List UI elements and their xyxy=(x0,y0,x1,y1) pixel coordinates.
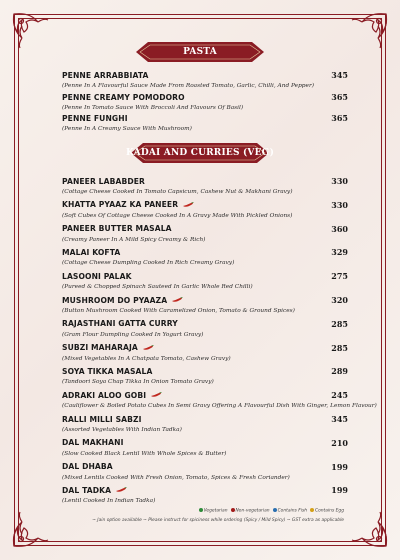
item-description: (Mixed Lentils Cooked With Fresh Onion, Tomato, Spices & Fresh Coriander) xyxy=(62,474,290,481)
section-banner-pasta xyxy=(136,40,264,64)
item-name-row xyxy=(62,414,342,424)
menu-item xyxy=(62,295,348,314)
item-name: SUBZI MAHARAJA xyxy=(62,343,138,353)
item-name-row xyxy=(62,247,342,257)
item-price: 285 xyxy=(331,342,348,353)
item-name-row xyxy=(62,343,342,353)
item-name-row xyxy=(62,176,342,186)
item-name: PENNE ARRABBIATA xyxy=(62,70,149,80)
legend-fish: Contains Fish xyxy=(277,508,308,514)
item-name-row xyxy=(62,319,342,329)
item-description: (Penne In A Flavourful Sauce Made From Roasted Tomato, Garlic, Chilli, And Pepper) xyxy=(62,83,314,89)
corner-ornament-icon xyxy=(8,506,54,552)
item-price: 345 xyxy=(331,70,348,80)
menu-item xyxy=(62,437,348,457)
menu-item xyxy=(62,247,348,267)
item-name-row xyxy=(62,224,342,234)
footer-note: ~ Jain option available ~ Please instruct for spiciness while ordering (Spicy / Mild Spicy) ~ GST extra as applicable xyxy=(92,518,344,523)
item-description: (Tandoori Soya Chap Tikka In Onion Tomato Gravy) xyxy=(62,379,214,386)
item-name: RAJASTHANI GATTA CURRY xyxy=(62,319,178,329)
item-price: 320 xyxy=(331,295,348,305)
item-price: 330 xyxy=(331,199,348,210)
menu-item xyxy=(62,223,348,243)
item-name-row xyxy=(62,200,342,210)
item-name: SOYA TIKKA MASALA xyxy=(62,366,153,376)
item-description: (Button Mushroom Cooked With Caramelized Onion, Tomato & Ground Spices) xyxy=(62,308,295,314)
menu-item xyxy=(62,366,348,386)
chili-icon xyxy=(171,297,183,303)
item-name-row xyxy=(62,295,342,305)
chili-icon xyxy=(150,392,162,398)
item-name: PANEER LABABDER xyxy=(62,176,145,186)
item-name: RALLI MILLI SABZI xyxy=(62,414,142,424)
menu-item xyxy=(62,113,348,132)
item-price: 345 xyxy=(331,414,348,424)
menu-item xyxy=(62,92,348,111)
item-name: PANEER BUTTER MASALA xyxy=(62,224,172,234)
item-name: ADRAKI ALOO GOBI xyxy=(62,390,147,400)
item-price: 330 xyxy=(331,176,348,186)
item-price: 285 xyxy=(331,318,348,329)
item-name-row xyxy=(62,271,342,281)
item-name: MUSHROOM DO PYAAZA xyxy=(62,295,168,305)
menu-item xyxy=(62,318,348,338)
menu-item xyxy=(62,271,348,291)
fish-icon xyxy=(273,508,277,512)
item-description: (Penne In A Creamy Sauce With Mushroom) xyxy=(62,126,192,132)
item-name: DAL DHABA xyxy=(62,462,113,472)
menu-item xyxy=(62,342,348,362)
item-name: LASOONI PALAK xyxy=(62,271,132,281)
item-description: (Creamy Paneer In A Mild Spicy Creamy & Rich) xyxy=(62,236,206,243)
item-price: 365 xyxy=(331,113,348,123)
item-price: 199 xyxy=(331,485,348,496)
item-name: KHATTA PYAAZ KA PANEER xyxy=(62,200,179,210)
legend-egg: Contains Egg xyxy=(315,508,344,514)
item-price: 329 xyxy=(331,247,348,258)
chili-icon xyxy=(182,202,194,208)
item-description: (Cottage Cheese Cooked In Tomato Capsicum, Cashew Nut & Makhani Gravy) xyxy=(62,189,293,195)
chili-icon xyxy=(142,345,154,351)
item-price: 199 xyxy=(331,461,348,472)
item-description: (Cauliflower & Boiled Potato Cubes In Semi Gravy Offering A Flavourful Dish With Ginger, Lemon Flavour) xyxy=(62,403,377,410)
menu-item xyxy=(62,461,348,481)
item-price: 360 xyxy=(331,223,348,234)
item-description: (Mixed Vegetables In A Chatpata Tomato, Cashew Gravy) xyxy=(62,355,231,362)
item-description: (Pureed & Chopped Spinach Sauteed In Garlic Whole Red Chilli) xyxy=(62,284,253,291)
item-description: (Soft Cubes Of Cottage Cheese Cooked In A Gravy Made With Pickled Onions) xyxy=(62,212,293,219)
chili-icon xyxy=(115,487,127,493)
egg-icon xyxy=(310,508,314,512)
item-price: 210 xyxy=(331,437,348,448)
item-name: MALAI KOFTA xyxy=(62,247,121,257)
legend-veg: Vegetarian xyxy=(203,508,228,514)
item-name-row xyxy=(62,390,342,400)
item-price: 289 xyxy=(331,366,348,377)
item-name: PENNE FUNGHI xyxy=(62,113,128,123)
menu-item xyxy=(62,390,377,410)
item-price: 365 xyxy=(331,92,348,102)
menu-item xyxy=(62,485,348,505)
corner-ornament-icon xyxy=(346,506,392,552)
dietary-legend xyxy=(199,508,344,514)
corner-ornament-icon xyxy=(346,8,392,54)
item-name-row xyxy=(62,366,342,376)
veg-icon xyxy=(199,508,203,512)
item-description: (Gram Flour Dumpling Cooked In Yogurt Gravy) xyxy=(62,331,204,338)
item-description: (Slow Cooked Black Lentil With Whole Spices & Butter) xyxy=(62,450,227,457)
menu-item xyxy=(62,414,348,433)
section-banner-kadai xyxy=(125,141,275,165)
item-description: (Assorted Vegetables With Indian Tadka) xyxy=(62,427,182,433)
item-description: (Lentil Cooked In Indian Tadka) xyxy=(62,498,156,505)
item-name-row xyxy=(62,485,342,495)
item-name: DAL TADKA xyxy=(62,485,112,495)
section-title: PASTA xyxy=(183,47,217,57)
item-name: DAL MAKHANI xyxy=(62,438,124,448)
nonveg-icon xyxy=(231,508,235,512)
item-price: 245 xyxy=(331,390,348,401)
corner-ornament-icon xyxy=(8,8,54,54)
item-description: (Penne In Tomato Sauce With Broccoli And Flavours Of Basil) xyxy=(62,105,244,111)
menu-item xyxy=(62,176,348,195)
menu-item xyxy=(62,70,348,89)
item-price: 275 xyxy=(331,271,348,282)
legend-nonveg: Non-vegetarian xyxy=(235,508,270,514)
item-name-row xyxy=(62,462,342,472)
section-title: KADAI AND CURRIES (VEG) xyxy=(125,148,275,158)
item-description: (Cottage Cheese Dumpling Cooked In Rich Creamy Gravy) xyxy=(62,260,235,267)
item-name-row xyxy=(62,438,342,448)
item-name: PENNE CREAMY POMODORO xyxy=(62,92,185,102)
menu-item xyxy=(62,199,348,219)
